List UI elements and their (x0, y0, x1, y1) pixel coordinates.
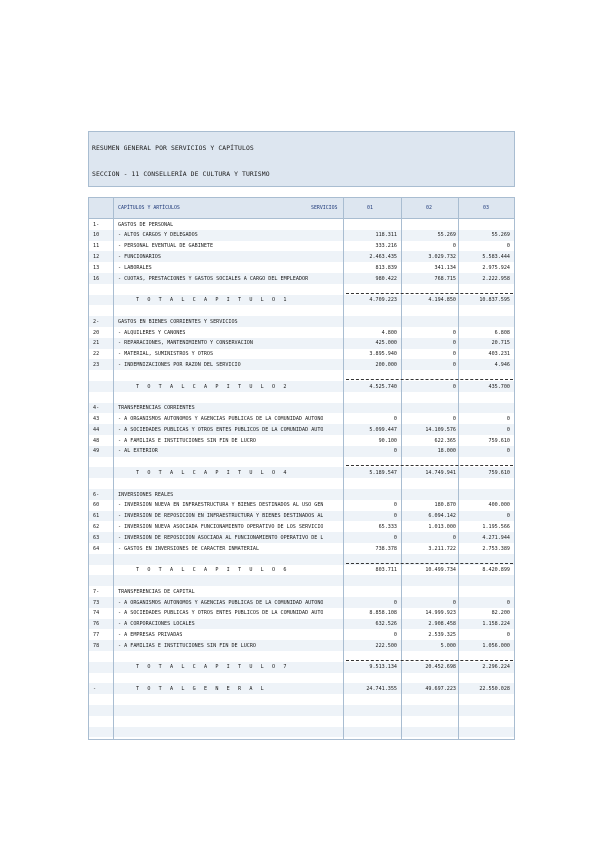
table-row (89, 521, 514, 532)
row-code: 62 (93, 523, 100, 530)
value-02: 0 (452, 361, 456, 368)
table-row (89, 619, 514, 630)
row-description: T O T A L C A P Í T U L O 2 (136, 383, 290, 390)
row-code: 60 (93, 502, 100, 509)
value-03: 82.200 (491, 610, 510, 617)
value-02: 4.194.850 (428, 297, 456, 304)
row-code: 22 (93, 351, 100, 358)
chapter-heading-row (89, 316, 514, 327)
table-row (89, 230, 514, 241)
table-row (89, 435, 514, 446)
blank-row (89, 673, 514, 684)
value-03: 1.158.224 (482, 621, 510, 628)
value-03: 0 (506, 426, 510, 433)
row-description: - A ORGANISMOS AUTÓNOMOS Y AGENCIAS PÚBLICAS DE LA COMUNIDAD AUTÓNO (118, 415, 324, 422)
value-02: 49.697.223 (425, 685, 456, 692)
subtotal-separator (346, 293, 513, 294)
row-description: - A SOCIEDADES PÚBLICAS Y OTROS ENTES PÚBLICOS DE LA COMUNIDAD AUTÓ (118, 426, 324, 433)
chapter-heading-row (89, 489, 514, 500)
table-row (89, 338, 514, 349)
subtotal-separator (346, 379, 513, 380)
row-code: 23 (93, 361, 100, 368)
value-01: 200.000 (375, 361, 397, 368)
value-02: 0 (452, 599, 456, 606)
value-02: 180.870 (434, 502, 456, 509)
value-03: 0 (506, 513, 510, 520)
row-stripe (89, 705, 514, 716)
table-row (89, 413, 514, 424)
value-02: 622.365 (434, 437, 456, 444)
value-02: 0 (452, 329, 456, 336)
table-row (89, 532, 514, 543)
row-description: T O T A L G E N E R A L (136, 685, 267, 692)
value-01: 2.463.435 (369, 253, 397, 260)
value-01: 0 (393, 534, 397, 541)
value-03: 55.269 (491, 232, 510, 239)
chapter-heading-row (89, 403, 514, 414)
value-01: 118.311 (375, 232, 397, 239)
row-description: - GASTOS EN INVERSIONES DE CARÁCTER INMATERIAL (118, 545, 260, 552)
value-01: 5.099.447 (369, 426, 397, 433)
table-row (89, 500, 514, 511)
value-03: 22.550.028 (479, 685, 510, 692)
value-01: 90.100 (378, 437, 397, 444)
value-01: 222.500 (375, 642, 397, 649)
row-description: - ALQUILERES Y CÁNONES (118, 329, 186, 336)
value-01: 5.189.547 (369, 469, 397, 476)
row-code: 7- (93, 588, 100, 595)
row-code: 12 (93, 253, 100, 260)
value-03: 0 (506, 631, 510, 638)
value-02: 2.908.458 (428, 621, 456, 628)
table-row (89, 327, 514, 338)
value-02: 5.000 (440, 642, 456, 649)
table-row (89, 640, 514, 651)
value-03: 0 (506, 415, 510, 422)
value-02: 0 (452, 415, 456, 422)
row-description: - INVERSIÓN NUEVA ASOCIADA FUNCIONAMIENTO OPERATIVO DE LOS SERVICIO (118, 523, 324, 530)
value-02: 3.029.732 (428, 253, 456, 260)
row-description: - A FAMILIAS E INSTITUCIONES SIN FIN DE LUCRO (118, 437, 257, 444)
row-description: - CUOTAS, PRESTACIONES Y GASTOS SOCIALES A CARGO DEL EMPLEADOR (118, 275, 309, 282)
subtotal-separator (346, 563, 513, 564)
row-code: 63 (93, 534, 100, 541)
value-01: 3.895.940 (369, 351, 397, 358)
value-02: 341.134 (434, 264, 456, 271)
blank-row (89, 575, 514, 586)
value-02: 10.499.734 (425, 567, 456, 574)
table-row (89, 597, 514, 608)
value-03: 20.715 (491, 340, 510, 347)
row-description: T O T A L C A P Í T U L O 7 (136, 664, 290, 671)
value-01: 738.378 (375, 545, 397, 552)
row-code: 10 (93, 232, 100, 239)
row-description: GASTOS DE PERSONAL (118, 221, 174, 228)
report-title: RESUMEN GENERAL POR SERVICIOS Y CAPÍTULOS (92, 144, 254, 152)
row-description: - A ORGANISMOS AUTÓNOMOS Y AGENCIAS PÚBLICAS DE LA COMUNIDAD AUTÓNO (118, 599, 324, 606)
row-code: 77 (93, 631, 100, 638)
column-header-capitulos: CAPÍTULOS Y ARTÍCULOS (118, 205, 180, 211)
value-01: 8.858.108 (369, 610, 397, 617)
value-02: 20.452.698 (425, 664, 456, 671)
value-03: 6.808 (494, 329, 510, 336)
table-row (89, 262, 514, 273)
table-row (89, 359, 514, 370)
row-code: 74 (93, 610, 100, 617)
value-01: 4.525.740 (369, 383, 397, 390)
value-03: 0 (506, 599, 510, 606)
value-02: 768.715 (434, 275, 456, 282)
value-02: 14.109.576 (425, 426, 456, 433)
value-02: 6.094.142 (428, 513, 456, 520)
row-code: 44 (93, 426, 100, 433)
row-description: T O T A L C A P Í T U L O 4 (136, 469, 290, 476)
column-header-row (89, 198, 514, 219)
subtotal-separator (346, 660, 513, 661)
row-description: T O T A L C A P Í T U L O 6 (136, 567, 290, 574)
subtotal-separator (346, 465, 513, 466)
value-01: 24.741.355 (366, 685, 397, 692)
value-01: 980.422 (375, 275, 397, 282)
row-description: - A SOCIEDADES PÚBLICAS Y OTROS ENTES PÚBLICOS DE LA COMUNIDAD AUTÓ (118, 610, 324, 617)
row-code: - (93, 685, 97, 692)
value-02: 55.269 (437, 232, 456, 239)
section-title: SECCION - 11 CONSELLERÍA DE CULTURA Y TURISMO (92, 170, 270, 178)
row-description: - MATERIAL, SUMINISTROS Y OTROS (118, 351, 214, 358)
chapter-total-row (89, 467, 514, 478)
chapter-total-row (89, 381, 514, 392)
row-code: 61 (93, 513, 100, 520)
value-02: 0 (452, 243, 456, 250)
value-02: 14.749.941 (425, 469, 456, 476)
value-03: 5.583.444 (482, 253, 510, 260)
value-03: 400.000 (488, 502, 510, 509)
value-03: 4.271.944 (482, 534, 510, 541)
chapter-heading-row (89, 586, 514, 597)
value-01: 0 (393, 631, 397, 638)
value-02: 18.000 (437, 448, 456, 455)
value-01: 803.711 (375, 567, 397, 574)
row-description: - INVERSIÓN NUEVA EN INFRAESTRUCTURA Y BIENES DESTINADOS AL USO GEN (118, 502, 324, 509)
row-description: - A EMPRESAS PRIVADAS (118, 631, 183, 638)
value-03: 0 (506, 243, 510, 250)
row-description: INVERSIONES REALES (118, 491, 174, 498)
column-header-01: 01 (367, 205, 373, 211)
chapter-total-row (89, 295, 514, 306)
row-code: 76 (93, 621, 100, 628)
table-row (89, 543, 514, 554)
row-stripe (89, 727, 514, 738)
chapter-total-row (89, 662, 514, 673)
row-description: - LABORALES (118, 264, 152, 271)
row-description: - FUNCIONARIOS (118, 253, 161, 260)
budget-table (88, 197, 515, 740)
row-code: 13 (93, 264, 100, 271)
value-02: 0 (452, 351, 456, 358)
chapter-total-row (89, 565, 514, 576)
value-03: 2.753.389 (482, 545, 510, 552)
value-03: 2.975.924 (482, 264, 510, 271)
value-01: 65.333 (378, 523, 397, 530)
row-description: T O T A L C A P Í T U L O 1 (136, 297, 290, 304)
value-02: 2.539.325 (428, 631, 456, 638)
table-row (89, 424, 514, 435)
row-code: 6- (93, 491, 100, 498)
value-03: 8.420.899 (482, 567, 510, 574)
value-03: 435.700 (488, 383, 510, 390)
value-01: 9.513.134 (369, 664, 397, 671)
value-03: 1.195.566 (482, 523, 510, 530)
row-code: 73 (93, 599, 100, 606)
value-01: 4.709.223 (369, 297, 397, 304)
value-01: 813.839 (375, 264, 397, 271)
row-code: 1- (93, 221, 100, 228)
value-01: 0 (393, 513, 397, 520)
table-row (89, 608, 514, 619)
value-01: 4.800 (381, 329, 397, 336)
row-description: TRANSFERENCIAS DE CAPITAL (118, 588, 195, 595)
value-02: 3.211.722 (428, 545, 456, 552)
value-01: 333.216 (375, 243, 397, 250)
column-header-servicios: SERVICIOS (311, 205, 338, 211)
row-code: 78 (93, 642, 100, 649)
row-code: 64 (93, 545, 100, 552)
table-row (89, 511, 514, 522)
value-02: 0 (452, 534, 456, 541)
value-01: 632.526 (375, 621, 397, 628)
value-01: 0 (393, 448, 397, 455)
row-description: - PERSONAL EVENTUAL DE GABINETE (118, 243, 214, 250)
row-code: 4- (93, 405, 100, 412)
value-01: 425.000 (375, 340, 397, 347)
table-row (89, 446, 514, 457)
row-description: - REPARACIONES, MANTENIMIENTO Y CONSERVACIÓN (118, 340, 253, 347)
row-description: - INVERSIÓN DE REPOSICIÓN EN INFRAESTRUCTURA Y BIENES DESTINADOS AL (118, 513, 324, 520)
row-description: TRANSFERENCIAS CORRIENTES (118, 405, 195, 412)
table-row (89, 241, 514, 252)
value-01: 0 (393, 415, 397, 422)
value-03: 10.837.595 (479, 297, 510, 304)
row-code: 2- (93, 318, 100, 325)
row-description: GASTOS EN BIENES CORRIENTES Y SERVICIOS (118, 318, 238, 325)
value-01: 0 (393, 599, 397, 606)
value-02: 14.999.923 (425, 610, 456, 617)
value-02: 1.013.000 (428, 523, 456, 530)
row-description: - A CORPORACIONES LOCALES (118, 621, 195, 628)
value-03: 0 (506, 448, 510, 455)
value-02: 0 (452, 340, 456, 347)
value-03: 2.296.224 (482, 664, 510, 671)
value-03: 759.610 (488, 437, 510, 444)
blank-row (89, 392, 514, 403)
row-code: 48 (93, 437, 100, 444)
row-code: 43 (93, 415, 100, 422)
blank-row (89, 305, 514, 316)
table-row (89, 629, 514, 640)
blank-row (89, 478, 514, 489)
value-02: 0 (452, 383, 456, 390)
report-header (88, 131, 515, 187)
value-03: 759.610 (488, 469, 510, 476)
chapter-heading-row (89, 219, 514, 230)
row-code: 21 (93, 340, 100, 347)
row-code: 16 (93, 275, 100, 282)
value-03: 4.946 (494, 361, 510, 368)
value-01: 0 (393, 502, 397, 509)
column-header-03: 03 (483, 205, 489, 211)
row-description: - INVERSIÓN DE REPOSICIÓN ASOCIADA AL FUNCIONAMIENTO OPERATIVO DE L (118, 534, 324, 541)
grand-total-row (89, 683, 514, 694)
table-row (89, 273, 514, 284)
column-header-02: 02 (426, 205, 432, 211)
table-row (89, 349, 514, 360)
row-description: - AL EXTERIOR (118, 448, 158, 455)
value-03: 2.222.958 (482, 275, 510, 282)
value-03: 1.056.000 (482, 642, 510, 649)
row-code: 49 (93, 448, 100, 455)
row-code: 20 (93, 329, 100, 336)
row-description: - ALTOS CARGOS Y DELEGADOS (118, 232, 198, 239)
table-row (89, 251, 514, 262)
row-code: 11 (93, 243, 100, 250)
value-03: 403.231 (488, 351, 510, 358)
row-description: - INDEMNIZACIONES POR RAZÓN DEL SERVICIO (118, 361, 241, 368)
row-description: - A FAMILIAS E INSTITUCIONES SIN FIN DE LUCRO (118, 642, 257, 649)
